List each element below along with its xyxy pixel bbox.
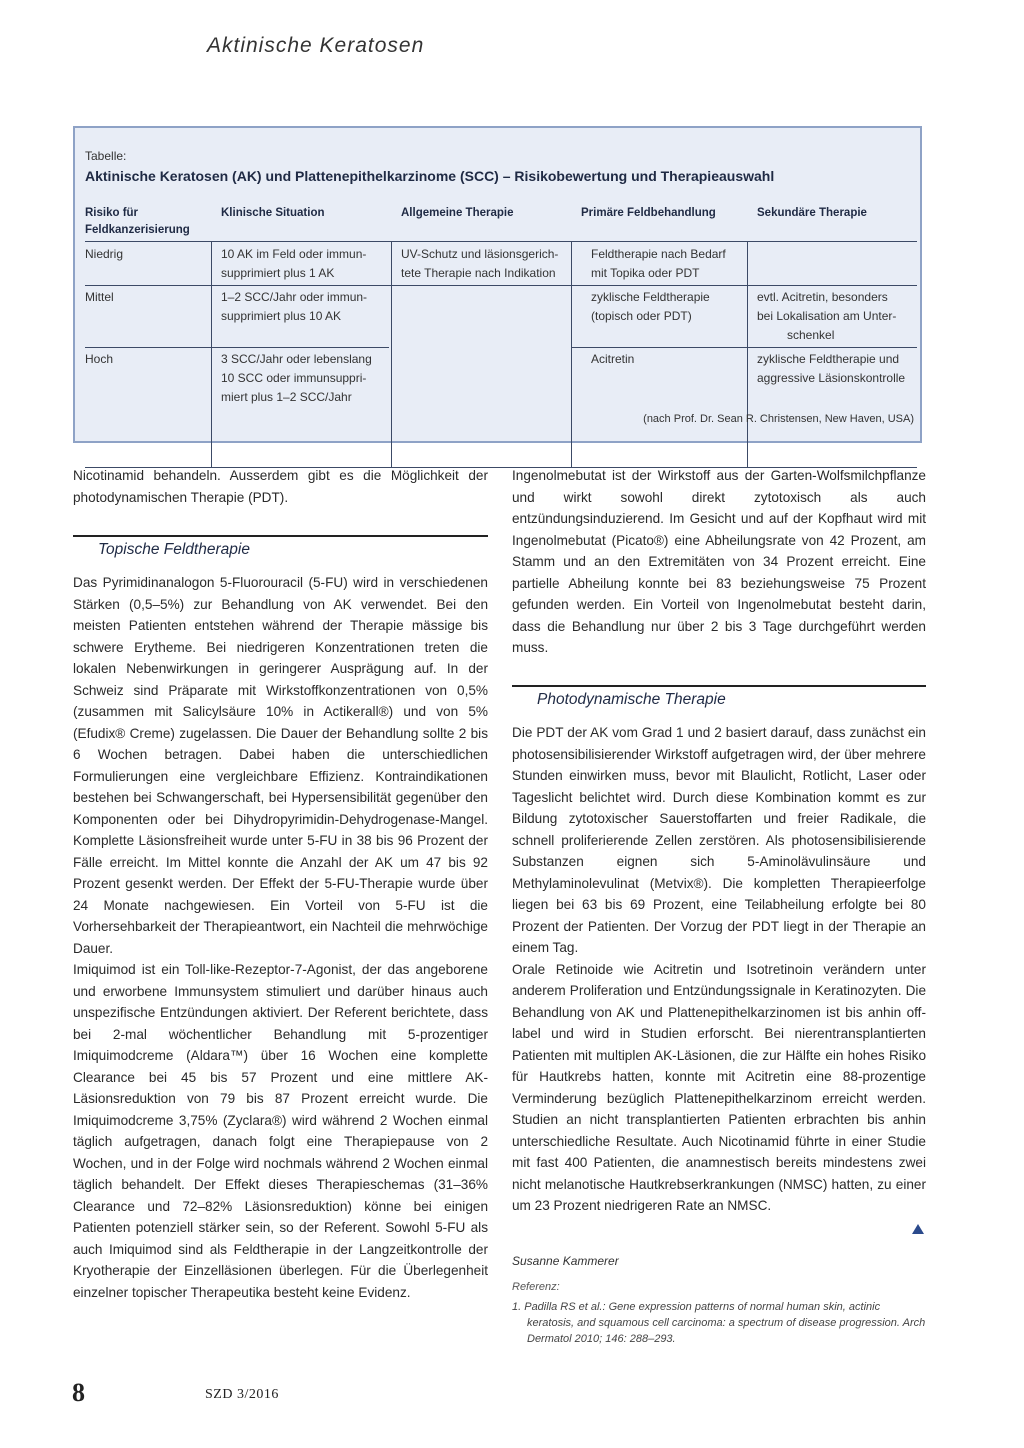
table-cell: zyklische Feldtherapie bbox=[591, 290, 710, 304]
table-column-rule bbox=[747, 242, 748, 467]
paragraph: Das Pyrimidinanalogon 5-Fluorouracil (5-FU) wird in verschiedenen Stärken (0,5–5%) zur Behandlung von AK verwendet. Bei den meisten Patienten entstehen während der Therapie mässige bis schwere Erytheme. Bei niedrigeren Konzentrationen treten die lokalen Nebenwirkungen in geringerer Ausprägung auf. In der Schweiz sind Präparate mit Wirkstoffkonzentrationen von 0,5% (zusammen mit Salicylsäure 10% in Actikerall®) und von 5% (Efudix® Creme) zugelassen. Die Dauer der Behandlung sollte 2 bis 6 Wochen betragen. Dabei haben die unterschiedlichen Formulierungen eine vergleichbare Effizienz. Kontraindikationen bestehen bei Schwangerschaft, bei Hypersensibilität gegenüber den Komponenten oder bei Dihydropyrimidin-Dehydrogenase-Mangel. Komplette Läsionsfreiheit wurde unter 5-FU in 38 bis 96 Prozent der Fälle erreicht. Im Mittel konnte die Anzahl der AK um 47 bis 92 Prozent gesenkt werden. Der Effekt der 5-FU-Therapie wurde über 24 Monate nachgewiesen. Ein Vorteil von 5-FU ist die Vorhersehbarkeit der Therapieantwort, ein Nachteil die mehrwöchige Dauer. bbox=[73, 575, 488, 956]
issue-label: SZD 3/2016 bbox=[205, 1387, 279, 1402]
table-cell: 10 SCC oder immunsuppri- bbox=[221, 371, 367, 385]
right-column-body bbox=[512, 722, 926, 1217]
section-heading-topische-feldtherapie: Topische Feldtherapie bbox=[98, 541, 250, 558]
column-header-general: Allgemeine Therapie bbox=[401, 207, 514, 219]
table-cell: Niedrig bbox=[85, 247, 124, 261]
table-rule bbox=[85, 285, 917, 286]
table-title: Aktinische Keratosen (AK) und Plattenepithelkarzinome (SCC) – Risikobewertung und Therapieauswahl bbox=[85, 168, 775, 184]
left-column-intro bbox=[73, 465, 488, 508]
table-cell: mit Topika oder PDT bbox=[591, 266, 700, 280]
table-cell: 10 AK im Feld oder immun- bbox=[221, 247, 367, 261]
left-column-body bbox=[73, 572, 488, 1303]
table-rule bbox=[85, 241, 917, 242]
paragraph: Die PDT der AK vom Grad 1 und 2 basiert darauf, dass zunächst ein photosensibilisierender Wirkstoff aufgetragen wird, der über mehrere Stunden einwirken muss, bevor mit Blaulicht, Rotlicht, Laser oder Tageslicht belichtet wird. Durch diese Kombination kommt es zur Bildung zytotoxischer Sauerstoffarten und freier Radikale, die schnell proliferierende Zellen zerstören. Als photosensibilisierende Substanzen eignen sich 5-Aminolävulinsäure und Methylaminolevulinat (Metvix®). Die kompletten Therapieerfolge liegen bei 63 bis 69 Prozent, eine Teilabheilung erfolgte bei 80 Prozent der Patienten. Der Vorzug der PDT liegt in der Therapie an einem Tag. bbox=[512, 725, 926, 955]
column-header-secondary: Sekundäre Therapie bbox=[757, 207, 867, 219]
table-cell: Feldtherapie nach Bedarf bbox=[591, 247, 726, 261]
table-cell: 1–2 SCC/Jahr oder immun- bbox=[221, 290, 368, 304]
column-header-risk: Risiko für Feldkanzerisierung bbox=[85, 207, 190, 236]
column-header-primary: Primäre Feldbehandlung bbox=[581, 207, 716, 219]
reference-label: Referenz: bbox=[512, 1281, 560, 1293]
table-cell: Hoch bbox=[85, 352, 114, 366]
table-label: Tabelle: bbox=[85, 149, 127, 163]
table-cell: tete Therapie nach Indikation bbox=[401, 266, 556, 280]
table-column-rule bbox=[391, 242, 392, 467]
table-column-rule bbox=[211, 242, 212, 467]
table-rule bbox=[85, 347, 389, 348]
section-rule bbox=[512, 685, 926, 687]
running-header: Aktinische Keratosen bbox=[207, 34, 425, 57]
column-header-situation: Klinische Situation bbox=[221, 207, 325, 219]
table-cell: UV-Schutz und läsionsgerich- bbox=[401, 247, 559, 261]
table-cell: zyklische Feldtherapie und bbox=[757, 352, 900, 366]
table-column-rule bbox=[571, 242, 572, 467]
table-cell: 3 SCC/Jahr oder lebenslang bbox=[221, 352, 372, 366]
paragraph: Orale Retinoide wie Acitretin und Isotretinoin verändern unter anderem Proliferation und Entzündungssignale in Keratinozyten. Die Behandlung von AK und Plattenepithelkarzinomen ist bis anhin off-label und wird in Studien erforscht. Bei nierentransplantierten Patienten mit multiplen AK-Läsionen, die zur Hälfte ein hohes Risiko für Hautkrebs hatten, konnte mit Acitretin eine 88-prozentige Verminderung bezüglich Plattenepithelkarzinom erreicht werden. Studien an nicht transplantierten Patienten erbrachten bis anhin unterschiedliche Resultate. Auch Nicotinamid führte in einer Studie mit fast 400 Patienten, die anamnestisch bereits mindestens zwei nicht melanotische Hautkrebserkrankungen (NMSC) hatten, zu einer um 23 Prozent niedrigeren Rate an NMSC. bbox=[512, 961, 926, 1213]
table-cell: supprimiert plus 1 AK bbox=[221, 266, 335, 280]
table-cell: supprimiert plus 10 AK bbox=[221, 309, 342, 323]
risk-table-box bbox=[73, 126, 922, 443]
table-cell: Mittel bbox=[85, 290, 114, 304]
table-cell: bei Lokalisation am Unter- bbox=[757, 309, 897, 323]
section-heading-photodynamische-therapie: Photodynamische Therapie bbox=[537, 691, 726, 708]
page-number: 8 bbox=[72, 1378, 85, 1407]
article-end-triangle-icon bbox=[912, 1224, 924, 1234]
paragraph: Nicotinamid behandeln. Ausserdem gibt es die Möglichkeit der photodynamischen Therapie (PDT). bbox=[73, 468, 488, 505]
reference-item: 1. Padilla RS et al.: Gene expression patterns of normal human skin, actinic keratosis, and squamous cell carcinoma: a spectrum of disease progression. Arch Dermatol 2010; 146: 288–293. bbox=[512, 1301, 926, 1345]
paragraph: Ingenolmebutat ist der Wirkstoff aus der Garten-Wolfsmilchpflanze und wirkt sowohl direkt zytotoxisch als auch entzündungsinduzierend. Im Gesicht und auf der Kopfhaut wird mit Ingenolmebutat (Picato®) eine Abheilungsrate von 42 Prozent, am Stamm und an den Extremitäten von 34 Prozent erreicht. Eine partielle Abheilung konnte bei 83 beziehungsweise 75 Prozent gefunden werden. Ein Vorteil von Ingenolmebutat besteht darin, dass die Behandlung nur über 2 bis 3 Tage durchgeführt werden muss. bbox=[512, 468, 926, 655]
right-column-intro bbox=[512, 465, 926, 659]
table-cell: (topisch oder PDT) bbox=[591, 309, 692, 323]
section-rule bbox=[73, 535, 488, 537]
table-cell: schenkel bbox=[787, 328, 835, 342]
table-cell: evtl. Acitretin, besonders bbox=[757, 290, 888, 304]
table-source: (nach Prof. Dr. Sean R. Christensen, New Haven, USA) bbox=[643, 413, 914, 425]
table-cell: aggressive Läsionskontrolle bbox=[757, 371, 906, 385]
table-cell: Acitretin bbox=[591, 352, 635, 366]
table-rule bbox=[571, 347, 917, 348]
paragraph: Imiquimod ist ein Toll-like-Rezeptor-7-Agonist, der das angeborene und erworbene Immunsystem stimuliert und darüber hinaus auch unspezifische Entzündungen aktiviert. Der Referent berichtete, dass bei 2-mal wöchentlicher Behandlung mit 5-prozentiger Imiquimodcreme (Aldara™) über 16 Wochen eine komplette Clearance bei 45 bis 57 Prozent und eine mittlere AK-Läsionsreduktion von 79 bis 87 Prozent erreicht wurde. Die Imiquimodcreme 3,75% (Zyclara®) wird während 2 Wochen einmal täglich aufgetragen, danach folgt eine Therapiepause von 2 Wochen, und in der Folge wird nochmals während 2 Wochen einmal täglich behandelt. Der Effekt dieses Therapieschemas (31–36% Clearance und 72–82% Läsionsreduktion) könne bei einigen Patienten potenziell stärker sein, so der Referent. Sowohl 5-FU als auch Imiquimod sind als Feldtherapie in der Langzeitkontrolle der Kryotherapie der Einzelläsionen überlegen. Für die Überlegenheit einzelner topischer Therapeutika besteht keine Evidenz. bbox=[73, 962, 488, 1300]
author-name: Susanne Kammerer bbox=[512, 1254, 619, 1268]
table-cell: miert plus 1–2 SCC/Jahr bbox=[221, 390, 352, 404]
